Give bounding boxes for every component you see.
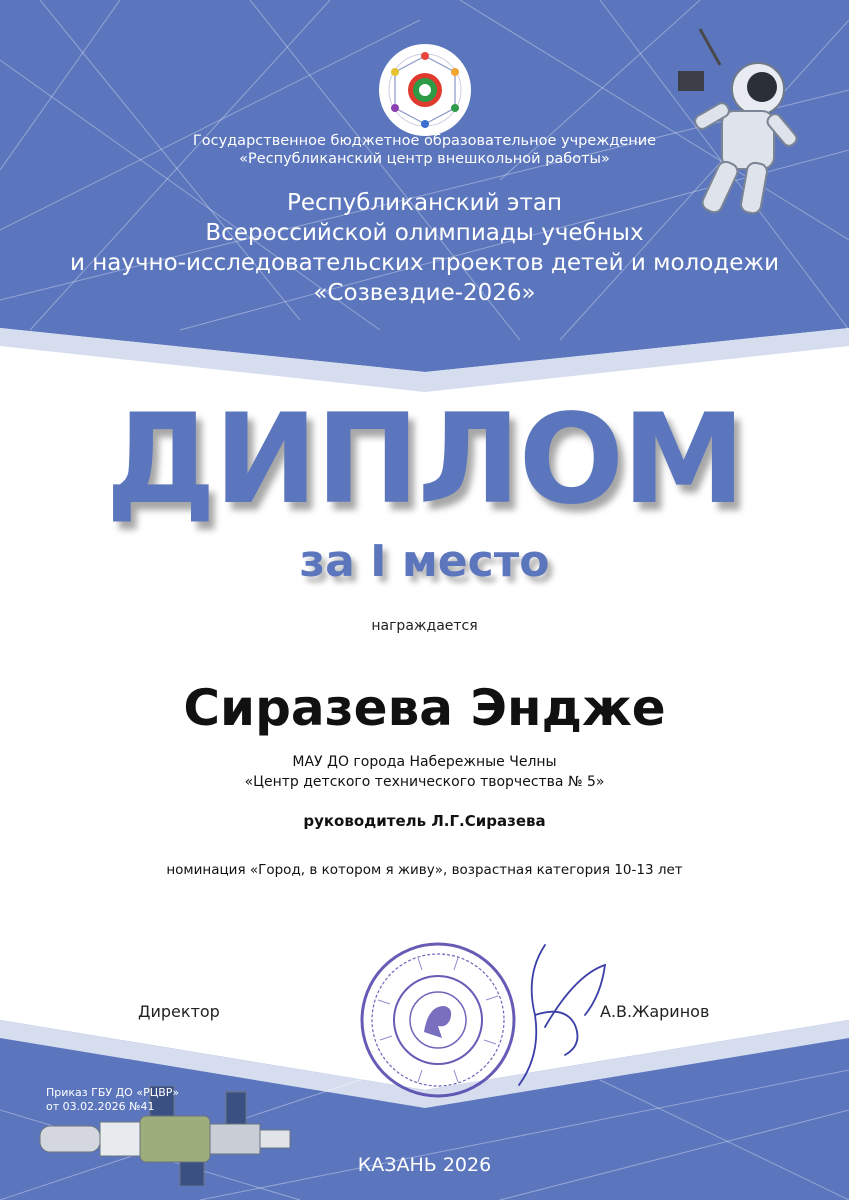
olympiad-line-1: Республиканский этап	[286, 190, 563, 216]
olympiad-line-2: Всероссийской олимпиады учебных	[205, 220, 644, 246]
organization-line-1: Государственное бюджетное образовательное учреждение	[192, 133, 657, 149]
organization-line-2: «Республиканский центр внешкольной работы»	[239, 151, 610, 167]
signature-scribble	[505, 935, 615, 1095]
olympiad-title	[0, 188, 849, 308]
supervisor-text: руководитель Л.Г.Сиразева	[303, 812, 546, 830]
diploma-title: ДИПЛОМ	[105, 388, 744, 532]
place-title: за I место	[299, 536, 550, 587]
order-line-2: от 03.02.2026 №41	[46, 1100, 155, 1113]
school-line-2: «Центр детского технического творчества № 5»	[244, 774, 605, 790]
official-stamp	[358, 940, 518, 1100]
logo-emblem	[377, 42, 473, 138]
nomination-text: номинация «Город, в котором я живу», возрастная категория 10-13 лет	[166, 862, 683, 878]
recipient-name: Сиразева Эндже	[183, 679, 666, 737]
recipient-school	[0, 752, 849, 792]
order-line-1: Приказ ГБУ ДО «РЦВР»	[46, 1086, 180, 1099]
school-line-1: МАУ ДО города Набережные Челны	[292, 754, 557, 770]
order-reference	[46, 1086, 179, 1114]
city-year: КАЗАНЬ 2026	[357, 1154, 492, 1176]
organization-name	[0, 132, 849, 168]
awarded-label: награждается	[371, 618, 478, 634]
director-name: А.В.Жаринов	[600, 1002, 710, 1021]
director-label: Директор	[138, 1002, 220, 1021]
olympiad-line-4: «Созвездие-2026»	[313, 280, 536, 306]
olympiad-line-3: и научно-исследовательских проектов детей и молодежи	[69, 250, 780, 276]
